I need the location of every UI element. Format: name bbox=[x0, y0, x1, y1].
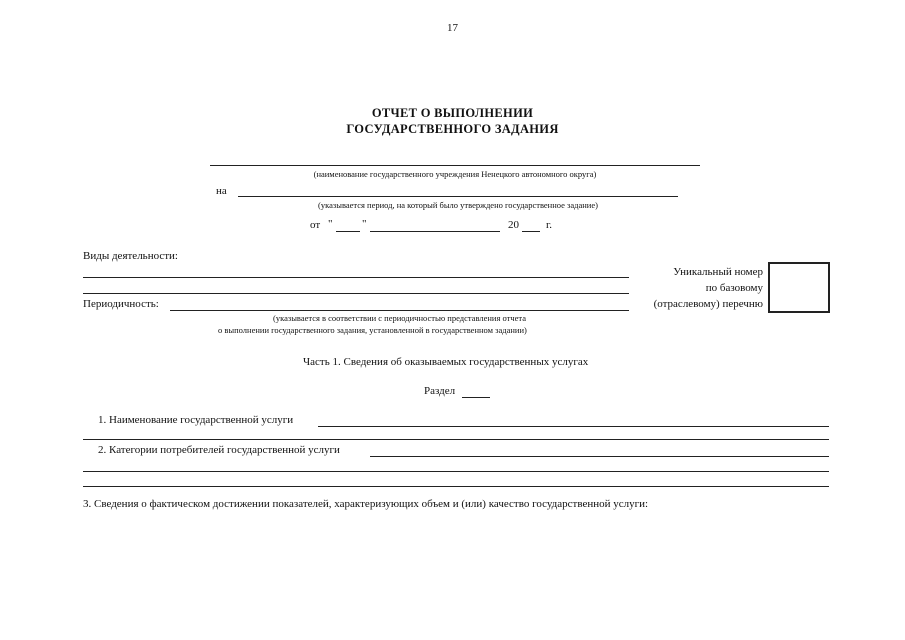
section-label: Раздел bbox=[424, 385, 456, 397]
period-note: (указывается период, на который было утверждено государственное задание) bbox=[318, 200, 598, 210]
item2-label: 2. Категории потребителей государственной услуги bbox=[98, 444, 340, 456]
item1-line-2[interactable] bbox=[83, 439, 829, 440]
date-day-line[interactable] bbox=[336, 231, 360, 232]
period-line[interactable] bbox=[238, 196, 678, 197]
periodicity-note-line2: о выполнении государственного задания, установленной в государственном задании) bbox=[218, 325, 527, 335]
item1-line-1[interactable] bbox=[318, 426, 829, 427]
item2-line-1[interactable] bbox=[370, 456, 829, 457]
institution-name-line[interactable] bbox=[210, 165, 700, 166]
date-quote-open: " bbox=[328, 218, 333, 230]
unique-number-line3: (отраслевому) перечню bbox=[653, 298, 763, 310]
activity-line-2[interactable] bbox=[83, 293, 629, 294]
periodicity-line[interactable] bbox=[170, 310, 629, 311]
unique-number-box[interactable] bbox=[768, 262, 830, 313]
activity-label: Виды деятельности: bbox=[83, 250, 178, 262]
periodicity-note-line1: (указывается в соответствии с периодичностью представления отчета bbox=[273, 313, 526, 323]
item1-label: 1. Наименование государственной услуги bbox=[98, 414, 294, 426]
report-title-line1: ОТЧЕТ О ВЫПОЛНЕНИИ bbox=[371, 106, 534, 120]
date-quote-close: " bbox=[362, 218, 367, 230]
report-title-line2: ГОСУДАРСТВЕННОГО ЗАДАНИЯ bbox=[346, 122, 559, 136]
date-month-line[interactable] bbox=[370, 231, 500, 232]
unique-number-line1: Уникальный номер bbox=[673, 266, 763, 278]
section-number-line[interactable] bbox=[462, 397, 490, 398]
page-number: 17 bbox=[447, 22, 458, 34]
date-year-prefix: 20 bbox=[508, 219, 519, 231]
activity-line-1[interactable] bbox=[83, 277, 629, 278]
item3-label: 3. Сведения о фактическом достижении показателей, характеризующих объем и (или) качество государственной услуги: bbox=[83, 498, 649, 510]
institution-note: (наименование государственного учреждения Ненецкого автономного округа) bbox=[313, 169, 597, 179]
item2-line-2[interactable] bbox=[83, 471, 829, 472]
part-title: Часть 1. Сведения об оказываемых государственных услугах bbox=[303, 356, 589, 368]
date-year-line[interactable] bbox=[522, 231, 540, 232]
periodicity-label: Периодичность: bbox=[83, 298, 159, 310]
date-year-suffix: г. bbox=[546, 219, 553, 231]
on-label: на bbox=[216, 185, 227, 197]
item2-line-3[interactable] bbox=[83, 486, 829, 487]
unique-number-line2: по базовому bbox=[705, 282, 763, 294]
date-from-label: от bbox=[310, 219, 321, 231]
